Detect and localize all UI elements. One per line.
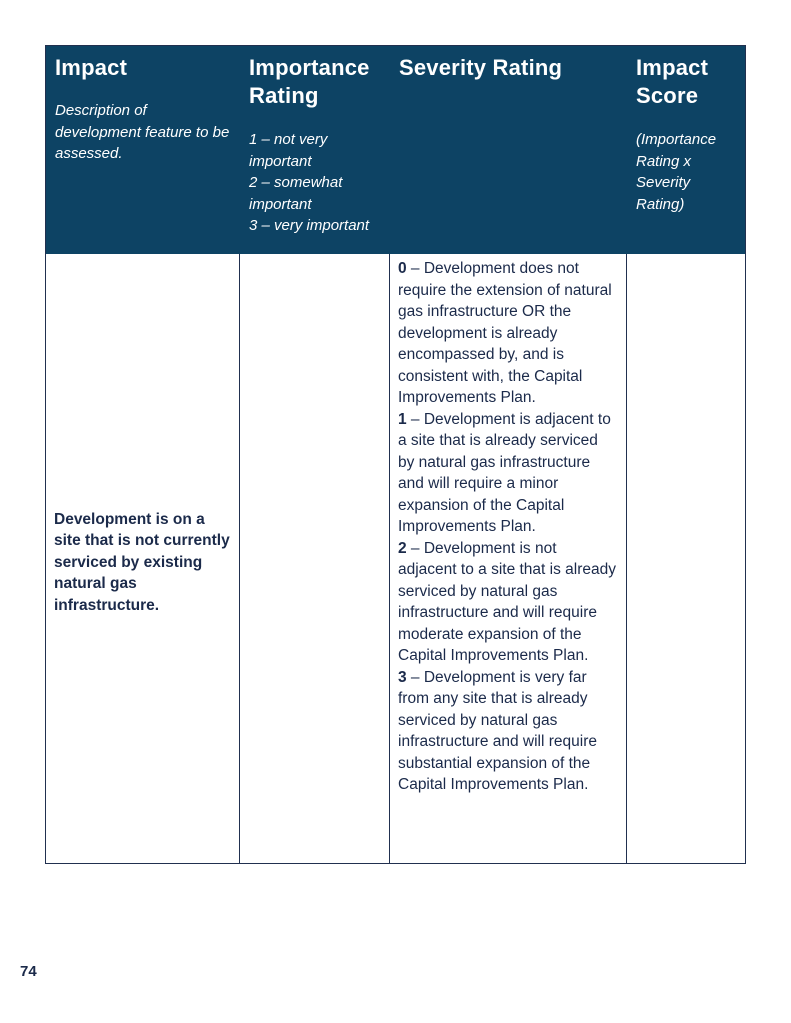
- column-title-severity-rating: Severity Rating: [399, 55, 563, 80]
- impact-rating-table: [45, 45, 746, 864]
- severity-level-item: [398, 667, 618, 796]
- severity-level-text: – Development does not require the extension of natural gas infrastructure OR the development is already encompassed by, and is consistent with, the Capital Improvements Plan.: [398, 260, 612, 406]
- importance-level: 2 – somewhat important: [249, 174, 343, 213]
- severity-rating-cell: [390, 254, 627, 863]
- impact-description-text: Development is on a site that is not currently serviced by existing natural gas infrastructure.: [54, 510, 230, 614]
- column-subtitle-impact: Description of development feature to be assessed.: [55, 102, 230, 162]
- importance-levels: [249, 129, 382, 237]
- header-cell-severity-rating: [390, 46, 627, 254]
- column-title-importance-rating: Importance Rating: [249, 55, 370, 108]
- severity-level-score: 0: [398, 260, 407, 277]
- column-title-impact-score: Impact Score: [636, 55, 709, 108]
- severity-level-text: – Development is adjacent to a site that is already serviced by natural gas infrastructure and will require a minor expansion of the Capital Improvements Plan.: [398, 410, 611, 535]
- header-cell-importance-rating: [240, 46, 390, 254]
- impact-score-cell: [627, 254, 745, 863]
- column-subtitle-impact-score: (Importance Rating x Severity Rating): [636, 131, 717, 213]
- severity-level-score: 3: [398, 668, 407, 686]
- severity-level-text: – Development is not adjacent to a site that is already serviced by natural gas infrastructure and will require moderate expansion of the Capital Improvements Plan.: [398, 539, 616, 664]
- impact-description-cell: [46, 254, 240, 863]
- severity-level-item: [398, 258, 618, 409]
- severity-level-text: – Development is very far from any site that is already serviced by natural gas infrastructure and will require substantial expansion of the Capital Improvements Plan.: [398, 668, 598, 793]
- severity-level-item: [398, 409, 618, 538]
- column-title-impact: Impact: [55, 55, 128, 80]
- table-body-row: [46, 254, 745, 863]
- page-number: 74: [20, 963, 37, 980]
- severity-level-score: 2: [398, 539, 407, 557]
- severity-level-score: 1: [398, 410, 407, 428]
- header-cell-impact-score: [627, 46, 745, 254]
- importance-level: 3 – very important: [249, 217, 370, 234]
- table-header-row: [46, 46, 745, 254]
- importance-rating-cell: [240, 254, 390, 863]
- importance-level: 1 – not very important: [249, 131, 328, 170]
- severity-level-item: [398, 538, 618, 667]
- header-cell-impact: [46, 46, 240, 254]
